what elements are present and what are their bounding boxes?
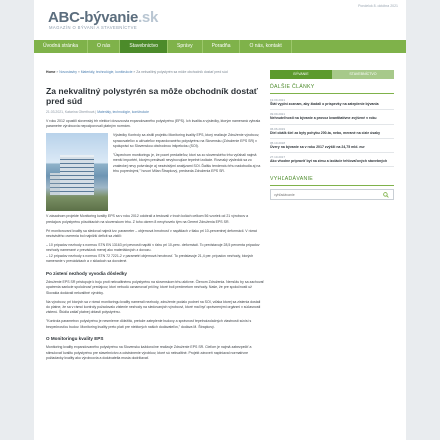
news-title[interactable]: Úvery na bývanie sa v roku 2017 zvýšili na 24,75 mld. eur <box>270 144 365 149</box>
breadcrumb: Home » Novostavby » Materiály, technológie, konštrukcie » Za nekvalitný polystyrén sa môže obchodník dostať pred súd <box>46 70 228 74</box>
article-paragraph: V zásadnom projekte Monitoring kvality EPS sa v roku 2012 odobrali a testovali v troch kolách celkom 56 vzoriek od 21 výrobcov a predajcov polystyrénu pôsobiacich na slovenskom trhu. Z toho okrem 8 nevyhovelo tým na Gerent Združenia EPS SR. <box>46 214 249 224</box>
article-paragraph: Monitoring kvality expandovaného polystyrénu na Slovensku každoročne realizuje Združenie EPS SR. Cieľom je najmä zabezpečiť a stimulovať kvalitu polystyrénu pre stavebníctvo a odstránenie výrobkov, ktoré sú nekvalitné. Projekt zároveň naplniaval normatívne požiadavky kvality ako výrobcovia a dodávatelia musia dodržiavať. <box>46 345 252 361</box>
news-title[interactable]: Diel obálk šiel za byty pohybu 200-ta, nebo, merané na cizie úsaky <box>270 130 381 135</box>
article-float-text <box>113 133 264 211</box>
sidebar-search-heading: VYHĽADÁVANIE <box>270 173 394 186</box>
article <box>46 86 264 365</box>
article-paragraph: "Úspechom monitoringu je, že pocet predaiteľov, ktorí sa zo slovenského trhu vyťahali najmä menší importéri, ktorým predávali nevyhovujúce tepelné izolácie. Rovnaký výsledok sa zo znaleckej nevy potvrdzuje aj nezávislými analýzami SOI. Ďalšiu tendenciu trhu nadobudla aj na trhu poprednými," hovorí Milan Štrapkový, predseda Združenia EPS SR. <box>113 152 261 174</box>
news-title[interactable]: Nehnuteľnosti na bývanie a provoz kvantitatívne zvýšené v roku <box>270 116 377 121</box>
news-title[interactable]: Ako vhodne pripraviť byt na zimu a izolácie tehlovaľových stavebných <box>270 159 388 164</box>
nav-item-construction[interactable]: Stavebnictvo <box>120 40 168 53</box>
article-meta: 21.03.2021, Katarína Oberthová | Materiály, technológie, konštrukcie <box>46 110 149 115</box>
search-input[interactable] <box>274 193 383 197</box>
article-paragraph: Združenie EPS SR pristupuje k boju proti nekvalitnému polystyrénu na slovenskom trhu aktívne. Členom Združenia. Nemôžu by sa zachovať opatrenia sankcie spoločnosť predajcov, ktorí nebudú oznamovať príčiny, ktoré boli predmetom nezhody. Naše, že pre spoločnosti už Slovakia dodávali nekvalitné výrobky. <box>46 279 264 295</box>
search-box <box>270 189 394 200</box>
news-date: 06.06.2019 <box>270 126 286 131</box>
article-category-link[interactable]: Materiály, technológie, konštrukcie <box>97 110 149 115</box>
news-date: 19.09.2021 <box>270 98 286 103</box>
article-list <box>46 243 264 265</box>
page-wrapper <box>34 0 406 440</box>
article-subheading: Po zistení nezhody vyvodia dôsledky <box>46 270 127 276</box>
breadcrumb-home[interactable]: Home <box>46 70 56 74</box>
search-icon <box>383 192 389 198</box>
header-date: Pondelok 8. októbra 2021 <box>358 4 398 8</box>
article-lead: V roku 2012 opustili slovenský trh niektorí dovozcovia expandovaného polystyrénu (EPS). Ich kvalita a výsledky, ktorým nameraná vybrala parametre výrobcovia nepodporovali platným normám. <box>46 118 261 129</box>
breadcrumb-item[interactable]: Novostavby <box>59 70 77 74</box>
article-subheading: O Monitoringu kvality EPS <box>46 336 104 342</box>
breadcrumb-item[interactable]: Materiály, technológie, konštrukcie <box>80 70 133 74</box>
nav-item-home[interactable]: Úvodná stránka <box>34 40 88 53</box>
article-date-author: 21.03.2021, Katarína Oberthová <box>46 110 95 115</box>
tab-construction[interactable]: STAVEBNÍCTVO <box>332 70 394 79</box>
nav-item-news[interactable]: Správy <box>168 40 203 53</box>
site-logo[interactable]: ABC-bývanie.sk <box>48 9 159 26</box>
tab-living[interactable]: BÝVANIE <box>270 70 332 79</box>
news-item[interactable] <box>270 139 394 153</box>
news-title[interactable]: Štát vyplní zoznam, aby žiadali o príspevky na zateplenie bývania <box>270 102 379 107</box>
news-item[interactable] <box>270 96 394 110</box>
article-photo[interactable] <box>46 133 108 211</box>
article-image-row <box>46 133 264 211</box>
site-tagline: MAGAZÍN O BÝVANÍ A STAVEBNÍCTVE <box>49 25 138 30</box>
article-paragraph: Pri monitorovaní kvality sa sledoval najmä tzv. parameter – objemová hmotnosť v napätiach v tlaku pri 10-percentnej deformácii. V rámci nezávislého overenia bol najnižší deficit sa zistili: <box>46 228 258 238</box>
article-quote: "Kontrola parametrov polystyrénu je nesmierne dôležitá, pretože zateplenie budovy a správnosť tepelnoizolačných vlastností súvisí s bezpečnosťou budov. Monitoring kvality preto platí pre niektorých našich dodávateľov," dodáva M. Štrapkový. <box>46 319 252 329</box>
main-nav <box>34 40 406 53</box>
search-button[interactable] <box>383 191 390 199</box>
sidebar-tabs <box>270 70 394 79</box>
news-date: 27.10.2017 <box>270 155 286 160</box>
list-item: – 12 prípadov nezhody s normou STN 72 7221-2 v parametri objemová hmotnosť. To predstavuje 21,4 per. prípadov nezhody, ktorých nameranie v prevádzkach a v skladoch sa dovolené. <box>46 253 254 264</box>
news-date: 09.09.2021 <box>270 112 286 117</box>
sidebar-news-heading: ĎALŠIE ČLÁNKY <box>270 81 394 94</box>
article-paragraph: Na výrobcov, pri ktorých sa v rámci monitoringu kvality namerali nezhody, združenie podalo podnet na SOI, vďaka ktorej sa zistenia dostali do platne, že sa v rámci kontroly požadovalo zistenie nezhody na sledovaných výrobcovi, ktoré mal byť oprávnenými orgánmi v súčasnosti zistenú. Štúdia zatiaľ platnej oblasti polystyrénu. <box>46 299 261 315</box>
nav-item-about[interactable]: O nás <box>88 40 120 53</box>
site-header <box>34 0 406 38</box>
breadcrumb-current: Za nekvalitný polystyrén sa môže obchodník dostať pred súd <box>136 70 228 74</box>
news-item[interactable] <box>270 110 394 124</box>
news-date: 05.10.2018 <box>270 140 286 145</box>
news-item[interactable] <box>270 153 394 167</box>
building-graphic <box>60 155 94 195</box>
nav-item-contact[interactable]: O nás, kontakt <box>240 40 291 53</box>
news-item[interactable] <box>270 125 394 139</box>
list-item: – 10 prípadov nezhody s normou STN EN 13163 pri pevnosti napätí v ťahu pri 10-perc. deformácii. To predstavuje 28,5 percenta prípadov nezhody namerané z prevádzok menej ako materiálových z dovozu. <box>46 242 260 253</box>
article-title: Za nekvalitný polystyrén sa môže obchodník dostať pred súd <box>46 86 258 107</box>
sidebar <box>270 70 394 200</box>
article-paragraph: Výsledky Kontroly sa zistili projektu Monitoring kvality EPS, ktorý realizuje Združenie výrobcov, spracovateľov a užívateľov expandovaného polystyrénu na Slovensku (Združenie EPS SR) v spolupráci so Slovenskou obchodnou inšpekciou (SOI). <box>113 133 260 149</box>
nav-item-advice[interactable]: Poradňa <box>203 40 241 53</box>
